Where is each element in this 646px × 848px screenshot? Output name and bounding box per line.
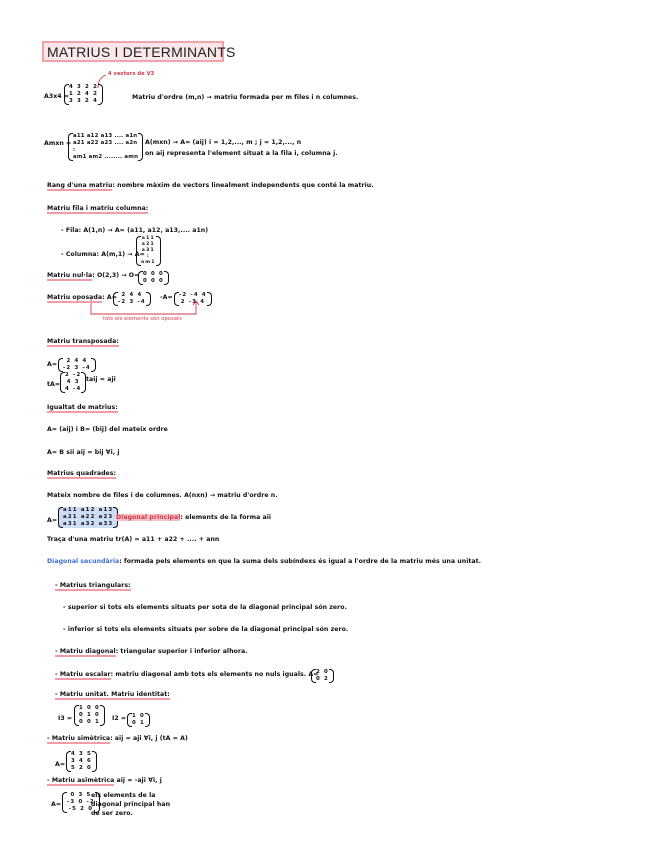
matrix-row: a31 [141, 248, 155, 253]
nulla-text: : O(2,3) → O= [92, 272, 140, 279]
matrix-row: a21 a22 a23 .... a2n [73, 140, 138, 146]
matrix-row: a11 a12 a13 [63, 507, 114, 513]
oposada-matrix [113, 288, 151, 307]
matrix-row: 2 -3 4 [180, 298, 206, 305]
matrix-row: am1 [141, 260, 156, 265]
matrix-row: a11 a12 a13 .... a1n [73, 133, 138, 139]
matrix-row: 0 3 5 [70, 792, 92, 798]
matrix-row: -3 0 -2 [67, 799, 95, 805]
matrix-row: 4 3 [66, 379, 80, 385]
oposada-term: Matriu oposada [47, 294, 103, 301]
escalar-matrix [311, 665, 334, 684]
page-title: MATRIUS I DETERMINANTS [47, 44, 236, 60]
matriu-escalar-term: - Matriu escalar [55, 671, 111, 678]
matrix-row: 1 0 [132, 712, 145, 719]
matriu-diagonal-text: : triangular superior i inferior alhora. [115, 648, 248, 655]
secundaria-term: Diagonal secundària [47, 558, 120, 565]
matrix-row: a11 [141, 236, 155, 241]
i3-label: I3 = [58, 715, 73, 722]
a3x4-matrix [64, 84, 103, 105]
oposada-neg-label: -A= [160, 294, 173, 301]
quadrades-heading [47, 470, 116, 477]
matrix-row: -2 3 -4 [63, 364, 91, 371]
igualtat-line1: A= (aij) i B= (bij) del mateix ordre [47, 426, 168, 433]
amxn-matrix [68, 133, 143, 161]
matrix-row: 0 0 0 [143, 277, 165, 284]
order-text: Matriu d'ordre (m,n) → matriu formada per m files i n columnes. [132, 94, 359, 101]
oposada-line [47, 294, 117, 301]
matrix-row: -2 3 -4 [118, 298, 146, 305]
matriu-escalar-text: : matriu diagonal amb tots els elements no nuls iguals. A= [110, 671, 319, 678]
amxn-label: Amxn = [44, 140, 72, 147]
asimetrica-term: - Matriu asimètrica [47, 777, 115, 784]
matrix-row: 2 -2 [65, 372, 82, 378]
matrix-row: : [146, 254, 150, 259]
matrix-row: 0 1 0 [79, 712, 101, 718]
a3x4-label: A3x4 = [44, 93, 70, 100]
matrix-row: am1 am2 ........ amn [73, 154, 139, 160]
triangulars-heading [55, 582, 131, 589]
matrix-row: a31 a32 a33 [63, 521, 114, 527]
simetrica-matrix [66, 751, 97, 772]
asimetrica-note-1: els elements de la [91, 792, 156, 799]
asimetrica-note-3: de ser zero. [91, 810, 133, 817]
simetrica-a-label: A= [55, 761, 66, 768]
unitat-heading [55, 691, 170, 698]
transposada-a-label: A= [47, 361, 58, 368]
igualtat-heading [47, 404, 118, 411]
matrix-row: 2 4 4 [66, 357, 88, 364]
diagonal-principal-text: : elements de la forma aii [180, 514, 272, 521]
nulla-matrix [138, 267, 169, 286]
igualtat-line2: A= B sii aij = bij ∀i, j [47, 449, 120, 456]
matrix-row: 4 3 5 [71, 751, 93, 757]
traca-line: Traça d'una matriu tr(A) = a11 + a22 + .... + ann [47, 536, 220, 543]
asimetrica-note-2: diagonal principal han [91, 801, 171, 808]
oposada-text: : A= [102, 294, 117, 301]
secundaria-text: : formada pels elements en que la suma dels subíndexs és igual a l'ordre de la matriu més una unitat. [119, 558, 482, 565]
vectors-annotation: 4 vectors de V3 [108, 71, 155, 77]
matrix-row: 4 -4 [65, 386, 82, 392]
rang-text: : nombre màxim de vectors linealment independents que conté la matriu. [112, 182, 374, 189]
unitat-heading-text: - Matriu unitat. Matriu identitat: [55, 691, 170, 698]
amxn-line1: A(mxn) → A= (aij) i = 1,2,..., m ; j = 1,2,..., n [145, 139, 302, 146]
columna-matrix [136, 236, 161, 266]
fila-line: - Fila: A(1,n) → A= (a11, a12, a13,.... a1n) [61, 227, 209, 234]
oposats-annotation: tots els elements són oposats [103, 316, 182, 322]
matriu-diagonal-term: - Matriu diagonal [55, 648, 116, 655]
diagonal-principal-line [116, 514, 271, 521]
amxn-line2: on aij representa l'element situat a la fila i, columna j. [145, 150, 338, 157]
transposada-a-matrix [58, 354, 96, 373]
matrix-row: 0 1 [132, 719, 145, 726]
triangular-inferior: - inferior si tots els elements situats per sobre de la diagonal principal són zero. [63, 626, 349, 633]
matrix-row: -5 2 0 [68, 806, 94, 812]
matrix-row: 3 3 2 4 [69, 98, 99, 104]
simetrica-text: : aij = aji ∀i, j (tA = A) [110, 735, 188, 742]
matrix-row: 2 0 [316, 668, 329, 675]
asimetrica-text: aij = -aji ∀i, j [114, 777, 162, 784]
matriu-escalar-line [55, 671, 318, 678]
columna-line: - Columna: A(m,1) → A= [61, 251, 145, 258]
secundaria-line [47, 558, 481, 565]
triangulars-heading-text: - Matrius triangulars: [55, 582, 131, 589]
matrix-row: a21 a22 a23 [63, 514, 114, 520]
matriu-diagonal-line [55, 648, 248, 655]
matrix-row: 5 2 0 [71, 765, 93, 771]
diagonal-principal-term: Diagonal principal [116, 514, 181, 521]
nulla-line [47, 272, 139, 279]
transposada-t-matrix [60, 372, 86, 393]
rang-line [47, 182, 374, 189]
oposada-neg-matrix [174, 288, 212, 307]
transposada-heading-text: Matriu transposada: [47, 338, 119, 345]
i2-matrix [127, 709, 150, 728]
quadrades-matrix [58, 507, 118, 528]
matrix-row: 2 4 4 [121, 291, 143, 298]
nulla-term: Matriu nul·la [47, 272, 93, 279]
simetrica-term: - Matriu simètrica [47, 735, 111, 742]
matrix-row: 0 0 0 [143, 270, 165, 277]
matrix-row: -2 -4 4 [179, 291, 207, 298]
matrix-row: : [73, 147, 76, 153]
transposada-heading [47, 338, 119, 345]
asimetrica-line [47, 777, 162, 784]
simetrica-line [47, 735, 188, 742]
matrix-row: 1 2 4 2 [69, 91, 99, 97]
quadrades-a-label: A= [47, 517, 58, 524]
matrix-row: 4 3 2 2 [69, 84, 99, 90]
transposada-t-label: tA= [47, 381, 61, 388]
fila-columna-heading-text: Matriu fila i matriu columna: [47, 205, 149, 212]
quadrades-heading-text: Matrius quadrades: [47, 470, 117, 477]
quadrades-line1: Mateix nombre de files i de columnes. A(nxn) → matriu d'ordre n. [47, 492, 278, 499]
matrix-row: 0 0 1 [79, 719, 101, 725]
i3-matrix [74, 705, 105, 726]
asimetrica-a-label: A= [51, 801, 62, 808]
matrix-row: a21 [141, 242, 155, 247]
rang-term: Rang d'una matriu [47, 182, 113, 189]
igualtat-heading-text: Igualtat de matrius: [47, 404, 118, 411]
transposada-rel: taij = aji [86, 376, 116, 383]
i2-label: I2 = [112, 715, 127, 722]
fila-columna-heading [47, 205, 148, 212]
matrix-row: 0 2 [316, 675, 329, 682]
matrix-row: 1 0 0 [79, 705, 101, 711]
triangular-superior: - superior si tots els elements situats per sota de la diagonal principal són zero. [63, 604, 347, 611]
matrix-row: 3 4 6 [71, 758, 93, 764]
